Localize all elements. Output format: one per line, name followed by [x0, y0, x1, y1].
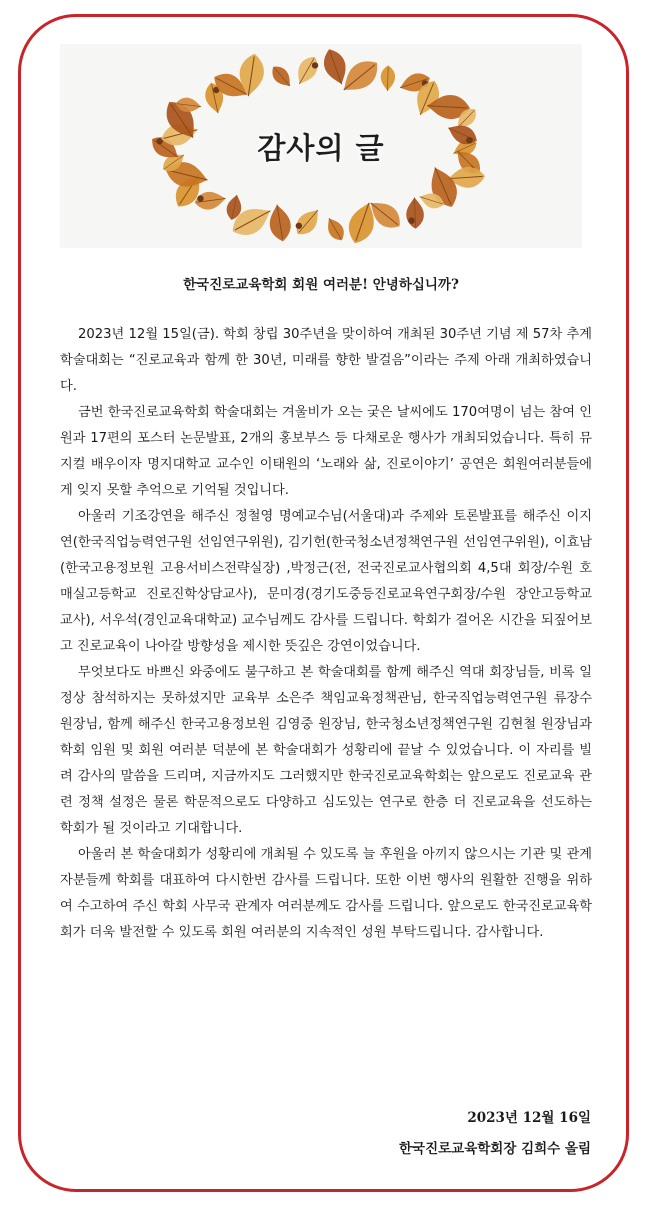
- greeting-heading: 한국진로교육학회 회원 여러분! 안녕하십니까?: [183, 277, 459, 293]
- letter-body: [60, 322, 592, 946]
- paragraph-1: 2023년 12월 15일(금). 학회 창립 30주년을 맞이하여 개최된 30주년 기념 제 57차 추계학술대회는 “진로교육과 함께 한 30년, 미래를 향한 발걸음”이라는 주제 아래 개최하였습니다.: [60, 327, 592, 394]
- signature-date: 2023년 12월 16일: [467, 1110, 591, 1126]
- paragraph-3: 아울러 기조강연을 해주신 정철영 명예교수님(서울대)과 주제와 토론발표를 해주신 이지연(한국직업능력연구원 선임연구위원), 김기헌(한국청소년정책연구원 선임연구위원), 이효남(한국고용정보원 고용서비스전략실장) ,박정근(전, 전국진로교사협의회 4,5대 회장/수원 호매실고등학교 진로진학상담교사), 문미경(경기도중등진로교육연구회장/수원 장안고등학교 교사), 서우석(경인교육대학교) 교수님께도 감사를 드립니다. 학회가 걸어온 시간을 되짚어보고 진로교육이 나아갈 방향성을 제시한 뜻깊은 강연이었습니다.: [60, 509, 592, 654]
- banner-title: 감사의 글: [257, 130, 385, 165]
- signature-name: 한국진로교육학회장 김희수 올림: [399, 1141, 591, 1157]
- paragraph-4: 무엇보다도 바쁘신 와중에도 불구하고 본 학술대회를 함께 해주신 역대 회장님들, 비록 일정상 참석하지는 못하셨지만 교육부 소은주 책임교육정책관님, 한국직업능력연구원 류장수 원장님, 함께 해주신 한국고용정보원 김영중 원장님, 한국청소년정책연구원 김현철 원장님과 학회 임원 및 회원 여러분 덕분에 본 학술대회가 성황리에 끝날 수 있었습니다. 이 자리를 빌려 감사의 말씀을 드리며, 지금까지도 그러했지만 한국진로교육학회는 앞으로도 진로교육 관련 정책 설정은 물론 학문적으로도 다양하고 심도있는 연구로 한층 더 진로교육을 선도하는 학회가 될 것이라고 기대합니다.: [60, 665, 592, 836]
- banner: [60, 44, 582, 248]
- paragraph-5: 아울러 본 학술대회가 성황리에 개최될 수 있도록 늘 후원을 아끼지 않으시는 기관 및 관계자분들께 학회를 대표하여 다시한번 감사를 드립니다. 또한 이번 행사의 원활한 진행을 위하여 수고하여 주신 학회 사무국 관계자 여러분께도 감사를 드립니다. 앞으로도 한국진로교육학회가 더욱 발전할 수 있도록 회원 여러분의 지속적인 성원 부탁드립니다. 감사합니다.: [60, 847, 592, 940]
- paragraph-2: 금번 한국진로교육학회 학술대회는 겨울비가 오는 궂은 날씨에도 170여명이 넘는 참여 인원과 17편의 포스터 논문발표, 2개의 홍보부스 등 다채로운 행사가 개최되었습니다. 특히 뮤지컬 배우이자 명지대학교 교수인 이태원의 ‘노래와 삶, 진로이야기’ 공연은 회원여러분들에게 잊지 못할 추억으로 기억될 것입니다.: [60, 405, 592, 498]
